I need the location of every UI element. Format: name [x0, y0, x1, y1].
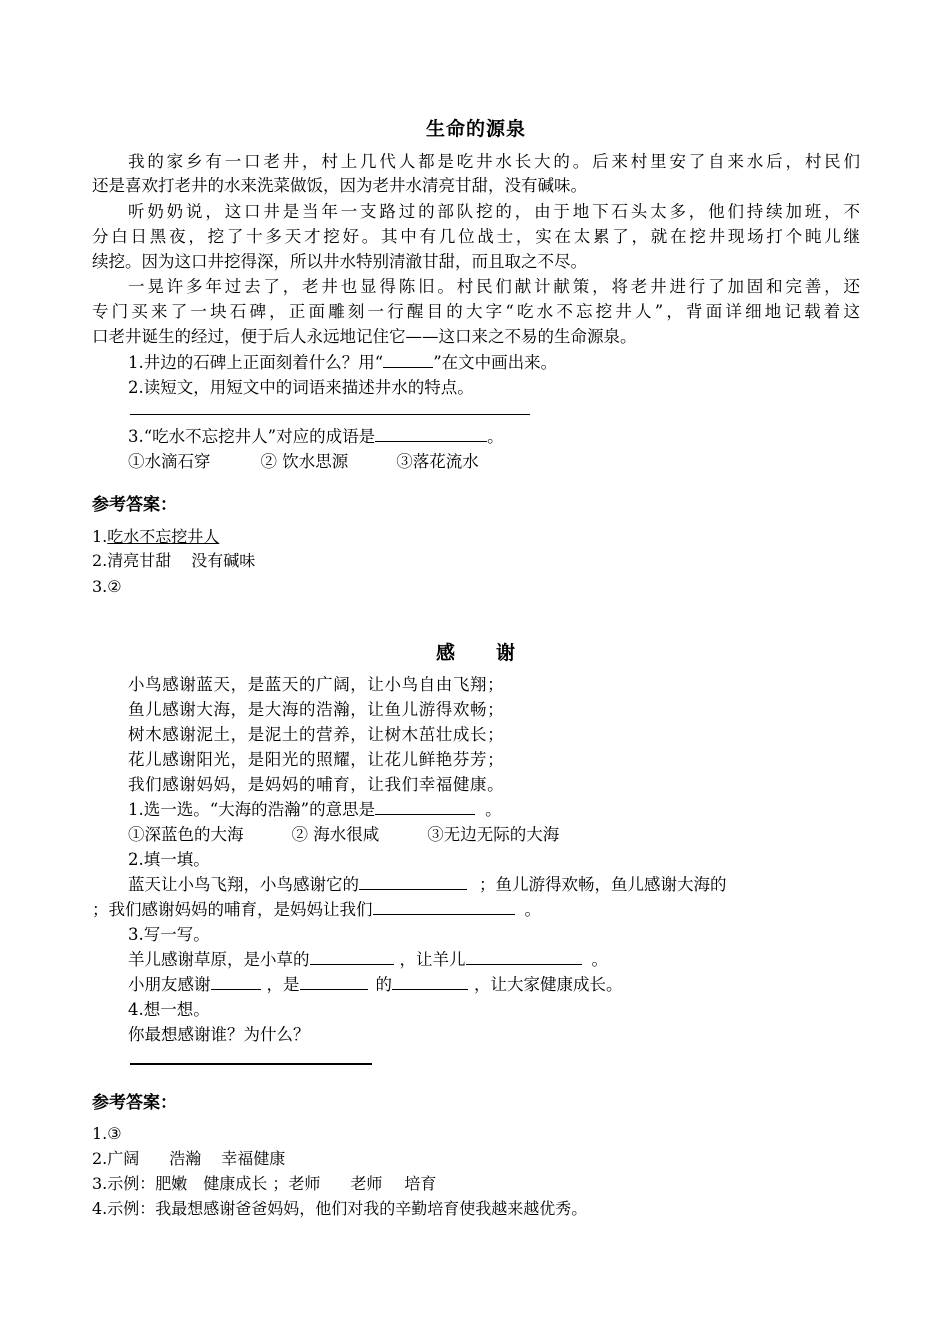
- s1-q1-blank[interactable]: [383, 353, 433, 368]
- s1-q2-answer-line[interactable]: [130, 414, 530, 415]
- s2-q3-l1-text-a: 羊儿感谢草原，是小草的: [128, 950, 310, 969]
- s2-q3-l2-text-b: ，是: [266, 975, 300, 994]
- s2-q2-line-2: [92, 898, 541, 922]
- s1-para2-line3: 续挖。因为这口井挖得深，所以井水特别清澈甘甜，而且取之不尽。: [92, 252, 587, 271]
- s2-poem-line-2: 鱼儿感谢大海，是大海的浩瀚，让鱼儿游得欢畅；: [128, 700, 505, 719]
- s2-q4-prompt: 你最想感谢谁？为什么？: [128, 1025, 310, 1044]
- s1-question-2: 2.读短文，用短文中的词语来描述井水的特点。: [128, 378, 474, 397]
- s1-ans2-a: 2.清亮甘甜: [92, 551, 172, 570]
- s1-answer-1: [92, 526, 219, 548]
- s2-q2-l1-text-a: 蓝天让小鸟飞翔，小鸟感谢它的: [128, 875, 359, 894]
- s1-para3-line1: 一晃许多年过去了，老井也显得陈旧。村民们献计献策，将老井进行了加固和完善，还: [128, 277, 860, 296]
- s2-ans3-a: 3.示例：肥嫩: [92, 1174, 188, 1193]
- s2-q2-l2-text-a: ；我们感谢妈妈的哺育，是妈妈让我们: [92, 900, 373, 919]
- s1-q1-text-a: 1.井边的石碑上正面刻着什么？用“: [128, 353, 384, 372]
- s2-q1-option-1: ①深蓝色的大海: [128, 825, 244, 844]
- s2-q3-blank-5[interactable]: [392, 975, 468, 990]
- s2-poem-line-4: 花儿感谢阳光，是阳光的照耀，让花儿鲜艳芬芳；: [128, 750, 505, 769]
- s2-q1-option-2: ② 海水很咸: [291, 825, 380, 844]
- s2-q3-line-2: [128, 973, 623, 997]
- s2-q3-line-1: [128, 948, 608, 972]
- s1-q3-option-1: ①水滴石穿: [128, 452, 211, 471]
- s2-answer-heading: 参考答案：: [92, 1093, 177, 1113]
- s2-ans2-b: 浩瀚: [169, 1149, 202, 1168]
- s2-q3-blank-3[interactable]: [211, 975, 261, 990]
- s2-q2-blank-2[interactable]: [373, 900, 515, 915]
- s2-q3-l2-text-a: 小朋友感谢: [128, 975, 211, 994]
- s2-answer-1: 1.③: [92, 1124, 122, 1143]
- s2-q3-blank-1[interactable]: [310, 950, 394, 965]
- s2-q2-blank-1[interactable]: [359, 875, 467, 890]
- s2-q1-text-b: 。: [485, 800, 502, 819]
- s1-para2-line1: 听奶奶说，这口井是当年一支路过的部队挖的，由于地下石头太多，他们持续加班，不: [128, 202, 860, 221]
- s2-q2-line-1: [128, 873, 860, 897]
- s2-q3-l2-text-c: 的: [375, 975, 392, 994]
- s1-answer-2: [92, 550, 255, 572]
- s2-q1-text-a: 1.选一选。“大海的浩瀚”的意思是: [128, 800, 376, 819]
- s2-answer-2: [92, 1148, 285, 1170]
- s2-ans2-a: 2.广阔: [92, 1149, 140, 1168]
- s1-para1-line1: 我的家乡有一口老井，村上几代人都是吃井水长大的。后来村里安了自来水后，村民们: [128, 152, 860, 171]
- s2-poem-line-5: 我们感谢妈妈，是妈妈的哺育，让我们幸福健康。: [128, 775, 505, 794]
- section1-title: 生命的源泉: [425, 118, 526, 140]
- s2-q1-option-3: ③无边无际的大海: [427, 825, 560, 844]
- s1-ans2-b: 没有碱味: [191, 551, 256, 570]
- s2-question-4: 4.想一想。: [128, 1000, 210, 1019]
- s1-q3-options: [128, 450, 479, 474]
- s2-q2-l2-text-b: 。: [524, 900, 541, 919]
- s2-q3-l1-text-b: ，让羊儿: [399, 950, 466, 969]
- s1-q3-option-2: ② 饮水思源: [260, 452, 349, 471]
- s2-answer-3: [92, 1173, 436, 1195]
- s2-q1-options: [128, 823, 559, 847]
- s1-para1-line2: 还是喜欢打老井的水来洗菜做饭，因为老井水清亮甘甜，没有碱味。: [92, 176, 587, 195]
- s2-question-1: [128, 798, 502, 822]
- s1-question-3: [128, 425, 504, 449]
- s2-q2-l1-text-b: ；鱼儿游得欢畅，鱼儿感谢大海的: [479, 875, 727, 894]
- s2-poem-line-1: 小鸟感谢蓝天，是蓝天的广阔，让小鸟自由飞翔；: [128, 675, 505, 694]
- s2-ans3-d: 培育: [404, 1174, 437, 1193]
- s2-q3-blank-2[interactable]: [466, 950, 582, 965]
- s2-title-char-1: 感: [435, 642, 456, 664]
- s1-para2-line2: 分白日黑夜，挖了十多天才挖好。其中有几位战士，实在太累了，就在挖井现场打个盹儿继: [92, 227, 860, 246]
- s2-poem-line-3: 树木感谢泥土，是泥土的营养，让树木茁壮成长；: [128, 725, 505, 744]
- s1-q3-text-b: 。: [487, 427, 504, 446]
- s1-q1-text-b: ”在文中画出来。: [433, 353, 558, 372]
- s1-answer-heading: 参考答案：: [92, 495, 177, 515]
- s2-question-2: 2.填一填。: [128, 850, 210, 869]
- s2-q3-blank-4[interactable]: [300, 975, 368, 990]
- s1-q3-text-a: 3.“吃水不忘挖井人”对应的成语是: [128, 427, 376, 446]
- s2-ans3-c: 老师: [350, 1174, 383, 1193]
- s2-q3-l1-text-c: 。: [591, 950, 608, 969]
- s1-para3-line2: 专门买来了一块石碑，正面雕刻一行醒目的大字“吃水不忘挖井人”，背面详细地记载着这: [92, 302, 860, 321]
- s1-ans1-text: 吃水不忘挖井人: [107, 527, 220, 546]
- s2-question-3: 3.写一写。: [128, 925, 210, 944]
- s2-title-char-2: 谢: [496, 642, 517, 664]
- s1-q3-blank[interactable]: [375, 427, 487, 442]
- section2-title: [92, 638, 860, 665]
- s1-q3-option-3: ③落花流水: [396, 452, 479, 471]
- s2-q3-l2-text-d: ，让大家健康成长。: [474, 975, 623, 994]
- s2-q1-blank[interactable]: [375, 800, 475, 815]
- s2-ans3-b: 健康成长 ；老师: [203, 1174, 321, 1193]
- s2-answer-4: 4.示例：我最想感谢爸爸妈妈，他们对我的辛勤培育使我越来越优秀。: [92, 1199, 588, 1218]
- s1-question-1: [128, 351, 557, 375]
- s1-ans1-prefix: 1.: [92, 527, 108, 546]
- s1-answer-3: 3.②: [92, 577, 122, 596]
- s2-ans2-c: 幸福健康: [221, 1149, 286, 1168]
- s1-para3-line3: 口老井诞生的经过，便于后人永远地记住它——这口来之不易的生命源泉。: [92, 327, 637, 346]
- s2-q4-answer-line[interactable]: [130, 1063, 372, 1065]
